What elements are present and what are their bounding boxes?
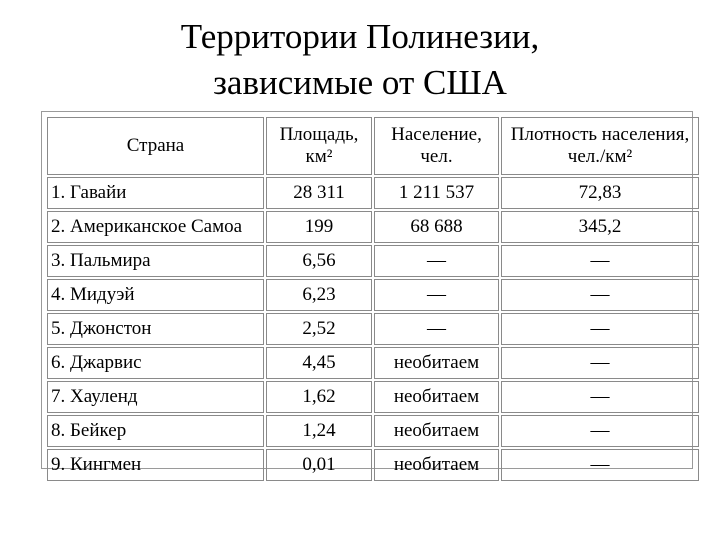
header-density-line-2: чел./км²: [567, 146, 633, 167]
cell-density: 345,2: [501, 211, 699, 243]
cell-area: 6,56: [266, 245, 372, 277]
table-row: [47, 381, 699, 413]
table-row: [47, 449, 699, 481]
cell-density: —: [501, 347, 699, 379]
cell-country: 7. Хауленд: [47, 381, 264, 413]
slide-title-line-2: зависимые от США: [213, 63, 507, 102]
header-population-line-2: чел.: [420, 146, 453, 167]
cell-country: 3. Пальмира: [47, 245, 264, 277]
cell-population: —: [374, 279, 499, 311]
cell-area: 4,45: [266, 347, 372, 379]
cell-area: 0,01: [266, 449, 372, 481]
cell-population: —: [374, 245, 499, 277]
cell-area: 6,23: [266, 279, 372, 311]
cell-area: 1,24: [266, 415, 372, 447]
cell-area: 1,62: [266, 381, 372, 413]
cell-population: 1 211 537: [374, 177, 499, 209]
header-density: [501, 117, 699, 175]
table-row: [47, 313, 699, 345]
table-row: [47, 177, 699, 209]
cell-density: —: [501, 449, 699, 481]
cell-population: необитаем: [374, 415, 499, 447]
table-header-row: [47, 117, 699, 175]
table-frame: [41, 111, 693, 475]
cell-density: 72,83: [501, 177, 699, 209]
cell-area: 2,52: [266, 313, 372, 345]
header-area: [266, 117, 372, 175]
cell-density: —: [501, 279, 699, 311]
cell-country: 9. Кингмен: [47, 449, 264, 481]
table-row: [47, 245, 699, 277]
cell-country: 6. Джарвис: [47, 347, 264, 379]
header-population-line-1: Население,: [391, 124, 482, 145]
territories-table: [45, 115, 701, 483]
header-area-line-1: Площадь,: [279, 124, 359, 145]
header-population: [374, 117, 499, 175]
cell-density: —: [501, 313, 699, 345]
cell-country: 5. Джонстон: [47, 313, 264, 345]
cell-population: необитаем: [374, 381, 499, 413]
header-country-line-1: Страна: [126, 135, 185, 156]
cell-density: —: [501, 415, 699, 447]
cell-density: —: [501, 245, 699, 277]
header-density-line-1: Плотность населения,: [510, 124, 690, 145]
table-row: [47, 415, 699, 447]
cell-population: 68 688: [374, 211, 499, 243]
header-country: [47, 117, 264, 175]
table-row: [47, 347, 699, 379]
header-area-line-2: км²: [305, 146, 333, 167]
cell-population: необитаем: [374, 347, 499, 379]
cell-country: 2. Американское Самоа: [47, 211, 264, 243]
cell-country: 4. Мидуэй: [47, 279, 264, 311]
cell-area: 28 311: [266, 177, 372, 209]
cell-population: необитаем: [374, 449, 499, 481]
cell-country: 8. Бейкер: [47, 415, 264, 447]
slide-title: [0, 14, 720, 106]
cell-density: —: [501, 381, 699, 413]
slide-title-line-1: Территории Полинезии,: [180, 17, 540, 56]
table-row: [47, 279, 699, 311]
cell-population: —: [374, 313, 499, 345]
table-row: [47, 211, 699, 243]
cell-country: 1. Гавайи: [47, 177, 264, 209]
cell-area: 199: [266, 211, 372, 243]
